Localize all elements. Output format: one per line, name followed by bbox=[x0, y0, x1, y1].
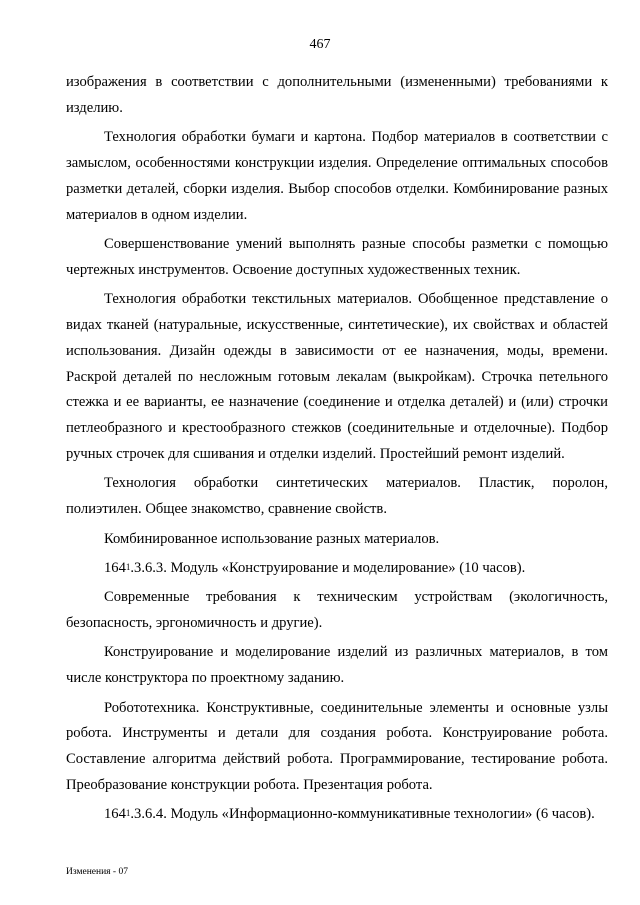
footer-revision: Изменения - 07 bbox=[66, 867, 128, 877]
paragraph-technical-requirements: Современные требования к техническим устройствам (экологичность, безопасность, эргономичность и другие). bbox=[66, 589, 608, 632]
section-number: 164 bbox=[104, 559, 126, 576]
section-heading-text: .3.6.4. Модуль «Информационно-коммуникативные технологии» (6 часов). bbox=[130, 806, 595, 823]
page-number: 467 bbox=[309, 37, 331, 52]
paragraph-textile-technology: Технология обработки текстильных материалов. Обобщенное представление о видах тканей (натуральные, искусственные, синтетические), их свойствах и областей использования. Дизайн одежды в зависимости от ее назначения, моды, времени. Раскрой деталей по несложным готовым лекалам (выкройкам). Строчка петельного стежка и ее варианты, ее назначение (соединение и отделка деталей) и (или) строчки петлеобразного и крестообразного стежков (соединительные и отделочные). Подбор ручных строчек для сшивания и отделки изделий. Простейший ремонт изделий. bbox=[66, 291, 608, 462]
section-heading-ict-module bbox=[66, 802, 608, 828]
paragraph-synthetic-materials: Технология обработки синтетических материалов. Пластик, поролон, полиэтилен. Общее знакомство, сравнение свойств. bbox=[66, 475, 608, 518]
paragraph-continuation: изображения в соответствии с дополнительными (измененными) требованиями к изделию. bbox=[66, 74, 608, 116]
paragraph-combined-materials: Комбинированное использование разных материалов. bbox=[104, 530, 440, 547]
section-heading-text: .3.6.3. Модуль «Конструирование и моделирование» (10 часов). bbox=[130, 559, 526, 576]
paragraph-paper-technology: Технология обработки бумаги и картона. Подбор материалов в соответствии с замыслом, особенностями конструкции изделия. Определение оптимальных способов разметки деталей, сборки изделия. Выбор способов отделки. Комбинирование разных материалов в одном изделии. bbox=[66, 129, 608, 223]
paragraph-construction-modeling: Конструирование и моделирование изделий из различных материалов, в том числе конструктора по проектному заданию. bbox=[66, 644, 608, 687]
paragraph-robotics: Робототехника. Конструктивные, соединительные элементы и основные узлы робота. Инструменты и детали для создания робота. Конструирование робота. Составление алгоритма действий робота. Программирование, тестирование робота. Преобразование конструкции робота. Презентация робота. bbox=[66, 699, 608, 794]
section-superscript: 1 bbox=[125, 561, 131, 572]
section-number: 164 bbox=[104, 806, 126, 823]
section-superscript: 1 bbox=[125, 808, 131, 819]
paragraph-marking-skills: Совершенствование умений выполнять разные способы разметки с помощью чертежных инструментов. Освоение доступных художественных техник. bbox=[66, 235, 608, 278]
section-heading-design-module bbox=[66, 556, 608, 582]
document-body bbox=[66, 70, 608, 832]
